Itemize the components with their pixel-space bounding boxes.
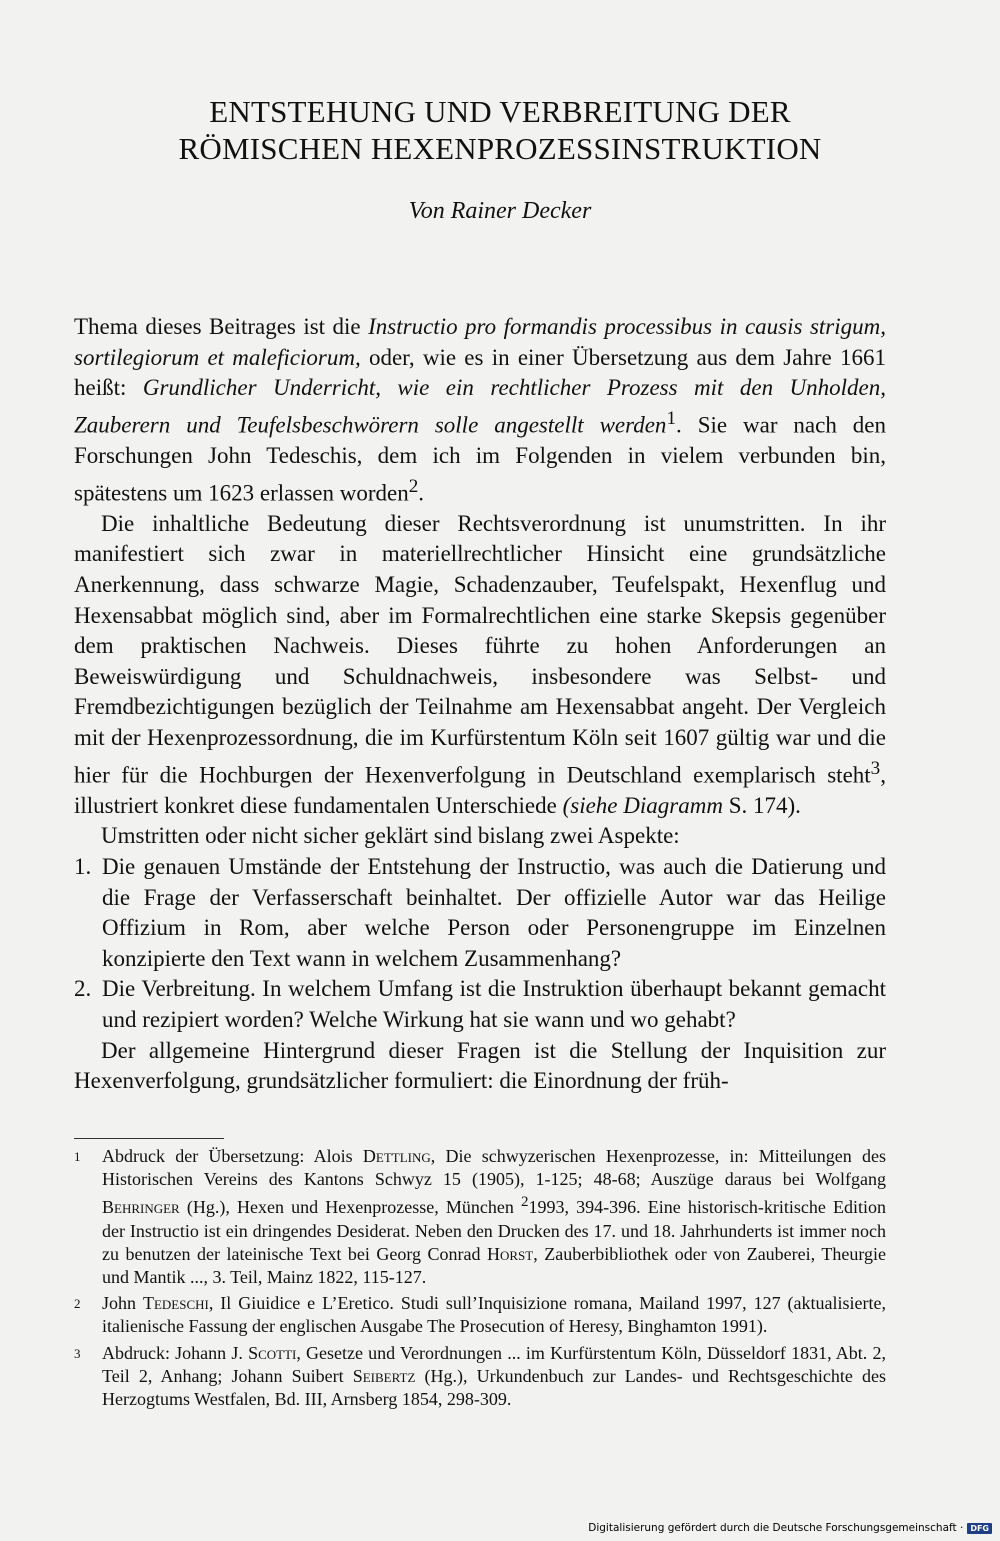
- credit-text: Digitalisierung gefördert durch die Deutsche Forschungsgemeinschaft ·: [588, 1522, 964, 1534]
- title-line-1: ENTSTEHUNG UND VERBREITUNG DER: [209, 94, 791, 129]
- list-item: [74, 852, 886, 974]
- article-title: [70, 93, 930, 167]
- footnote-1: 1 Abdruck der Übersetzung: Alois Dettling, Die schwyzerischen Hexenprozesse, in: Mitteilungen des Historischen Vereins des Kantons Schwyz 15 (1905), 1-125; 48-68; Auszüge daraus bei Wolfgang Behringer (Hg.), Hexen und Hexenprozesse, München $^2$1993, 394-396. Eine historisch-kritische Edition der Instructio ist ein dringendes Desiderat. Neben den Drucken des 17. und 18. Jahrhunderts ist immer noch zu benutzen der lateinische Text bei Georg Conrad Horst, Zauberbibliothek oder von Zauberei, Theurgie und Mantik ..., 3. Teil, Mainz 1822, 115-127.: [74, 1146, 887, 1288]
- footnote-3: 3 Abdruck: Johann J. Scotti, Gesetze und Verordnungen ... im Kurfürstentum Köln, Düsseldorf 1831, Abt. 2, Teil 2, Anhang; Johann Suibert Seibertz (Hg.), Urkundenbuch zur Landes- und Rechtsgeschichte des Herzogtums Westfalen, Bd. III, Arnsberg 1854, 298-309.: [74, 1342, 887, 1410]
- latin-title: Instructio pro formandis processibus in causis strigum, sortilegiorum et maleficiorum,: [74, 314, 886, 370]
- article-body: [74, 312, 886, 1097]
- article-author: Von Rainer Decker: [408, 198, 592, 224]
- paragraph-1: Thema dieses Beitrages ist die Instructio pro formandis processibus in causis strigum, sortilegiorum et maleficiorum, oder, wie es in einer Übersetzung aus dem Jahre 1661 heißt: Grundlicher Underricht, wie ein rechtlicher Prozess mit den Unholden, Zauberern und Teufelsbeschwörern solle angestellt werden$^1$. Sie war nach den Forschungen John Tedeschis, dem ich im Folgenden in vielem verbunden bin, spätestens um 1623 erlassen worden$^2$.: [74, 314, 886, 506]
- diagram-reference: (siehe Diagramm: [562, 792, 723, 818]
- footnote-ref-3[interactable]: 3: [870, 757, 881, 779]
- dfg-logo: DFG: [967, 1523, 992, 1534]
- footnote-number: 2: [74, 1296, 81, 1312]
- footnote-ref-2[interactable]: 2: [408, 475, 419, 497]
- list-number: 1.: [74, 854, 92, 880]
- footnotes: [74, 1145, 886, 1414]
- list-text: Die genauen Umstände der Entstehung der Instructio, was auch die Datierung und die Frage der Verfasserschaft beinhaltet. Der offizielle Autor war das Heilige Offizium in Rom, aber welche Person oder Personengruppe im Einzelnen konzipierte den Text wann in welchem Zusammenhang?: [102, 854, 886, 971]
- list-number: 2.: [74, 976, 92, 1002]
- list-text: Die Verbreitung. In welchem Umfang ist die Instruktion überhaupt bekannt gemacht und rezipiert worden? Welche Wirkung hat sie wann und wo gehabt?: [102, 976, 886, 1033]
- footnote-ref-1[interactable]: 1: [666, 407, 677, 429]
- footnote-number: 1: [74, 1149, 81, 1164]
- paragraph-3: Umstritten oder nicht sicher geklärt sind bislang zwei Aspekte:: [101, 823, 680, 849]
- footnote-2: 2 John Tedeschi, Il Giuidice e L’Eretico. Studi sull’Inquisizione romana, Mailand 1997, 127 (aktualisierte, italienische Fassung der englischen Ausgabe The Prosecution of Heresy, Binghamton 1991).: [74, 1293, 886, 1337]
- footnote-separator: [74, 1138, 224, 1139]
- title-line-2: RÖMISCHEN HEXENPROZESSINSTRUKTION: [178, 131, 822, 166]
- list-item: [74, 974, 886, 1035]
- paragraph-4: Der allgemeine Hintergrund dieser Fragen ist die Stellung der Inquisition zur Hexenverfolgung, grundsätzlicher formuliert: die Einordnung der früh-: [74, 1037, 886, 1094]
- digitization-credit: [588, 1522, 992, 1534]
- paragraph-2: Die inhaltliche Bedeutung dieser Rechtsverordnung ist unumstritten. In ihr manifestiert sich zwar in materiellrechtlicher Hinsicht eine grundsätzliche Anerkennung, dass schwarze Magie, Schadenzauber, Teufelspakt, Hexenflug und Hexensabbat möglich sind, aber im Formalrechtlichen eine starke Skepsis gegenüber dem praktischen Nachweis. Dieses führte zu hohen Anforderungen an Beweiswürdigung und Schuldnachweis, insbesondere was Selbst- und Fremdbezichtigungen bezüglich der Teilnahme am Hexensabbat angeht. Der Vergleich mit der Hexenprozessordnung, die im Kurfürstentum Köln seit 1607 gültig war und die hier für die Hochburgen der Hexenverfolgung in Deutschland exemplarisch steht$^3$, illustriert konkret diese fundamentalen Unterschiede (siehe Diagramm S. 174).: [74, 510, 886, 818]
- german-title: Grundlicher Underricht, wie ein rechtlicher Prozess mit den Unholden, Zauberern und Teufelsbeschwörern solle angestellt werden: [74, 375, 886, 438]
- footnote-number: 3: [74, 1345, 81, 1361]
